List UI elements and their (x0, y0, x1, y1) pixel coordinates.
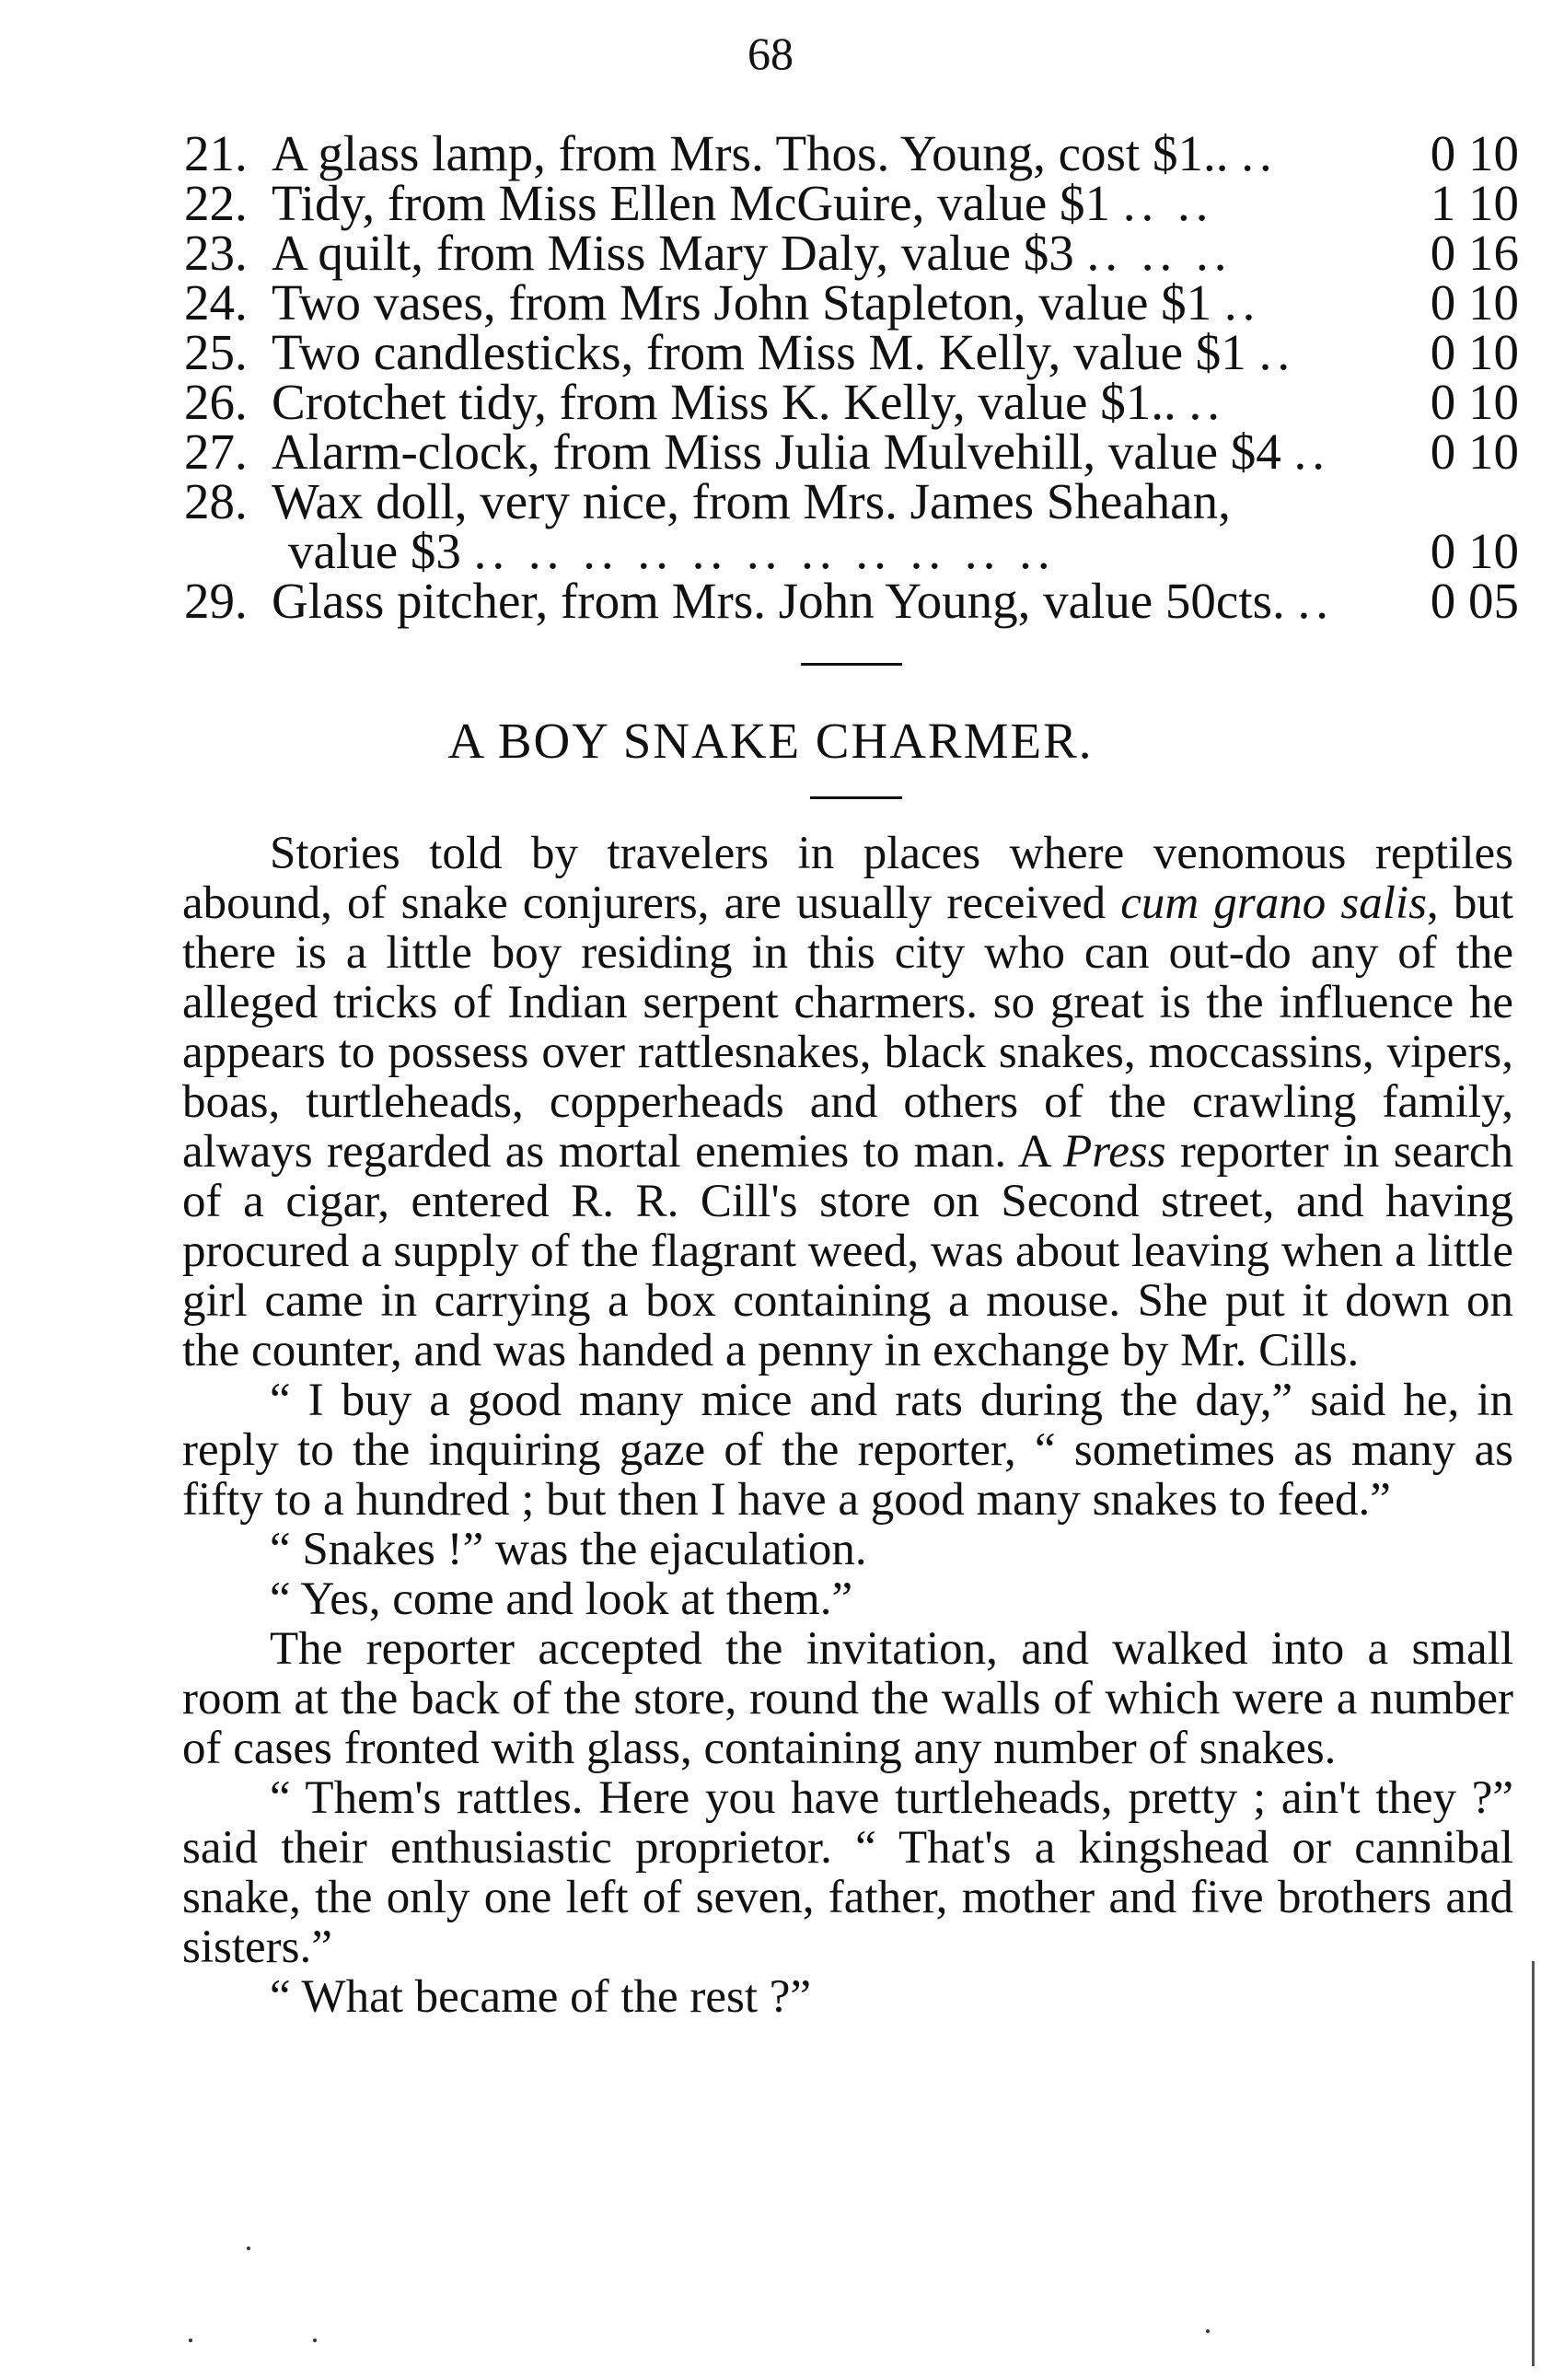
list-item (184, 573, 1528, 629)
text-run: reporter in search of a cigar, entered R. R. Cill's store on Second street, and having procured a supply of the flagrant weed, was about leaving when a little girl came in carrying a box containing a mouse. She put it down on the counter, and was handed a penny in exchange by Mr. Cills. (182, 1126, 1513, 1376)
item-dots: .. (1223, 274, 1261, 331)
item-description: Alarm-clock, from Miss Julia Mulvehill, value $4 (272, 424, 1281, 480)
item-amount: 0 10 (1430, 424, 1519, 480)
item-description-cont: value $3 (288, 523, 461, 579)
item-amount: 0 10 (1430, 125, 1519, 181)
item-text (272, 274, 1284, 331)
item-amount: 0 16 (1430, 225, 1519, 281)
item-description: Two candlesticks, from Miss M. Kelly, value $1 (272, 324, 1246, 380)
item-dots: .. .. (1122, 175, 1214, 231)
list-item (184, 473, 1528, 579)
item-description: Glass pitcher, from Mrs. John Young, value 50cts. (272, 573, 1285, 629)
item-text (272, 225, 1284, 281)
page-number: 68 (747, 28, 794, 79)
item-number: 26. (184, 374, 248, 430)
item-text (272, 175, 1284, 231)
scan-speck (313, 2339, 317, 2342)
item-text (272, 424, 1331, 480)
donation-list (184, 125, 1528, 629)
item-dots: .. (1258, 324, 1296, 380)
item-number: 24. (184, 274, 248, 331)
item-amount: 0 10 (1430, 324, 1519, 380)
article-paragraph: The reporter accepted the invitation, and walked into a small room at the back of the store, round the walls of which were a number of cases fronted with glass, containing any number of snakes. (182, 1623, 1513, 1774)
item-number: 29. (184, 573, 248, 629)
item-dots: .. .. .. .. .. .. .. .. .. .. .. (473, 523, 1056, 579)
item-text (272, 125, 1284, 181)
list-item (184, 424, 1528, 480)
item-dots: .. (1188, 374, 1225, 430)
item-amount: 0 10 (1430, 523, 1519, 579)
article-paragraph: “ What became of the rest ?” (270, 1971, 812, 2023)
item-number: 27. (184, 424, 248, 480)
article-paragraph: “ Them's rattles. Here you have turtleheads, pretty ; ain't they ?” said their enthusiastic proprietor. “ That's a kingshead or cannibal snake, the only one left of seven, father, mother and five brothers and sisters.” (182, 1772, 1513, 1973)
item-amount: 0 10 (1430, 274, 1519, 331)
item-dots: .. (1297, 573, 1335, 629)
item-description: Two vases, from Mrs John Stapleton, value $1 (272, 274, 1212, 331)
item-description: Crotchet tidy, from Miss K. Kelly, value $1.. (272, 374, 1176, 430)
list-item (184, 374, 1528, 430)
newspaper-name: Press (1063, 1126, 1166, 1178)
section-divider-bottom (810, 796, 902, 799)
item-description: A glass lamp, from Mrs. Thos. Young, cost $1.. (272, 125, 1229, 181)
section-divider-top (801, 663, 902, 666)
item-dots: .. (1241, 125, 1278, 181)
item-amount: 0 05 (1430, 573, 1519, 629)
item-text (272, 473, 1284, 579)
article-paragraph (182, 829, 1513, 1376)
scan-speck (247, 2246, 250, 2250)
list-item (184, 225, 1528, 281)
italic-phrase: cum grano salis (1120, 877, 1427, 929)
item-number: 21. (184, 125, 248, 181)
item-text (272, 324, 1296, 380)
item-number: 28. (184, 473, 248, 529)
article-paragraph: “ I buy a good many mice and rats during the day,” said he, in reply to the inquiring gaze of the reporter, “ sometimes as many as fifty to a hundred ; but then I have a good many snakes to feed.” (182, 1375, 1513, 1526)
item-amount: 1 10 (1430, 175, 1519, 231)
item-dots: .. .. .. (1086, 225, 1233, 281)
item-description: Wax doll, very nice, from Mrs. James Sheahan, (272, 473, 1231, 529)
item-continuation (272, 523, 1284, 579)
item-description: A quilt, from Miss Mary Daly, value $3 (272, 225, 1074, 281)
item-dots: .. (1293, 424, 1331, 480)
item-text (272, 374, 1284, 430)
article-paragraph: “ Snakes !” was the ejaculation. (270, 1524, 867, 1575)
item-text (272, 573, 1335, 629)
item-number: 25. (184, 324, 248, 380)
text-run: Stories told by travelers in places where venomous reptiles abound, of snake conjurers, are usually received (182, 828, 1513, 929)
article-body (182, 829, 1513, 2022)
item-number: 23. (184, 225, 248, 281)
item-amount: 0 10 (1430, 374, 1519, 430)
text-run: , but there is a little boy residing in this city who can out-do any of the alleged tricks of Indian serpent charmers. so great is the influence he appears to possess over rattlesnakes, black snakes, moccassins, vipers, boas, turtleheads, copperheads and others of the crawling family, always regarded as mortal enemies to man. A (182, 877, 1513, 1178)
scan-edge-line (1532, 1961, 1535, 2366)
scan-speck (1206, 2329, 1210, 2333)
article-paragraph: “ Yes, come and look at them.” (270, 1573, 853, 1625)
item-number: 22. (184, 175, 248, 231)
scan-speck (189, 2339, 192, 2342)
list-item (184, 274, 1528, 331)
list-item (184, 324, 1528, 380)
list-item (184, 175, 1528, 231)
list-item (184, 125, 1528, 181)
item-description: Tidy, from Miss Ellen McGuire, value $1 (272, 175, 1110, 231)
section-heading: A BOY SNAKE CHARMER. (447, 713, 1094, 769)
